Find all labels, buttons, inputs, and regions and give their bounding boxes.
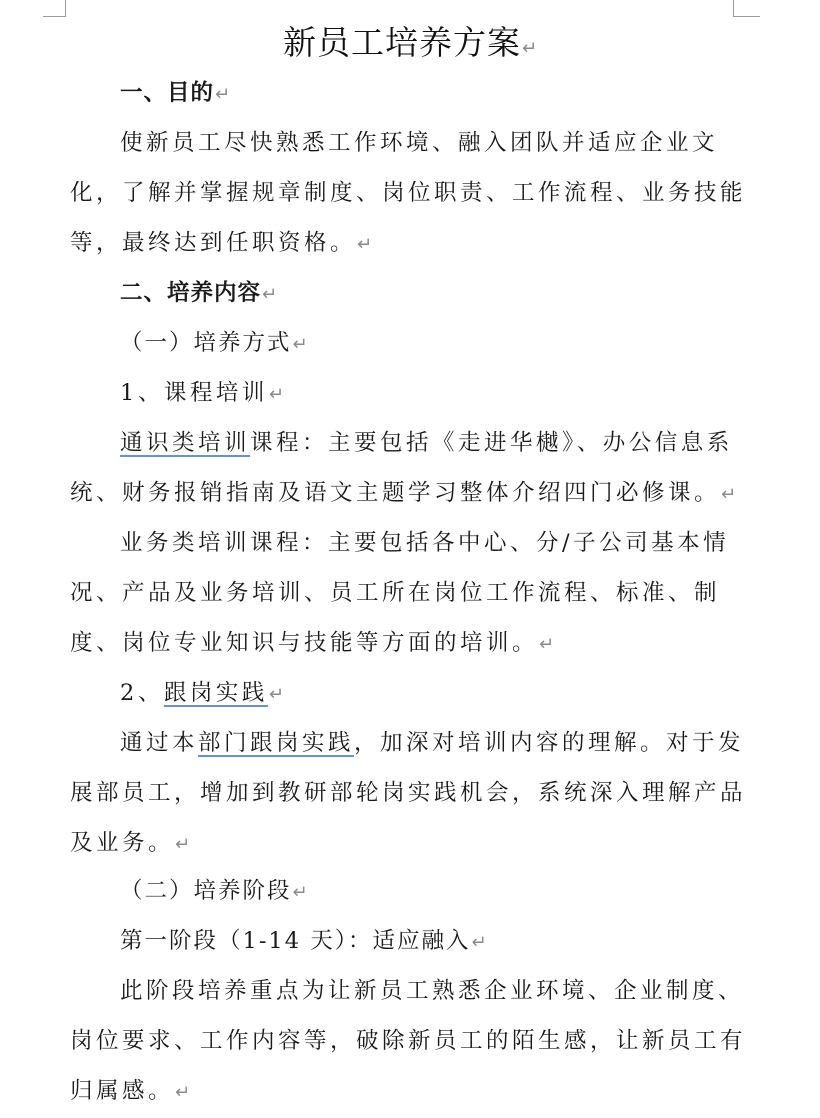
business-training-paragraph: 业务类培训课程：主要包括各中心、分/子公司基本情况、产品及业务培训、员工所在岗位工作流程、标准、制度、岗位专业知识与技能等方面的培训。↵ [70, 530, 730, 656]
paragraph-mark-icon: ↵ [175, 1082, 191, 1103]
practice-paragraph: 通过本部门跟岗实践，加深对培训内容的理解。对于发展部员工，增加到教研部轮岗实践机会，系统深入理解产品及业务。↵ [70, 730, 747, 856]
item2-heading: 2、跟岗实践↵ [120, 680, 284, 706]
stage1-heading: 第一阶段（1-14 天）：适应融入↵ [120, 928, 487, 954]
section1-paragraph: 使新员工尽快熟悉工作环境、融入团队并适应企业文化，了解并掌握规章制度、岗位职责、工作流程、业务技能等，最终达到任职资格。↵ [70, 130, 747, 256]
subsection1-heading: （一）培养方式↵ [120, 330, 308, 356]
paragraph-mark-icon: ↵ [268, 384, 284, 405]
document-title: 新员工培养方案↵ [282, 23, 538, 62]
stage1-paragraph: 此阶段培养重点为让新员工熟悉企业环境、企业制度、岗位要求、工作内容等，破除新员工的陌生感，让新员工有归属感。↵ [70, 978, 747, 1104]
paragraph-mark-icon: ↵ [292, 882, 308, 903]
general-training-paragraph: 通识类培训课程：主要包括《走进华樾》、办公信息系统、财务报销指南及语文主题学习整体介绍四门必修课。↵ [70, 430, 737, 506]
paragraph-mark-icon: ↵ [292, 334, 308, 355]
paragraph-mark-icon: ↵ [721, 484, 737, 505]
paragraph-mark-icon: ↵ [539, 634, 555, 655]
subsection2-heading: （二）培养阶段↵ [120, 878, 308, 904]
general-training-link[interactable]: 通识类培训 [120, 430, 251, 456]
paragraph-mark-icon: ↵ [471, 932, 487, 953]
department-shadowing-link[interactable]: 部门跟岗实践 [198, 730, 355, 756]
job-shadowing-link[interactable]: 跟岗实践 [163, 680, 268, 706]
paragraph-mark-icon: ↵ [357, 234, 373, 255]
paragraph-mark-icon: ↵ [215, 84, 231, 105]
section2-heading: 二、培养内容↵ [120, 280, 278, 306]
crop-mark-top-right [733, 0, 760, 17]
section1-heading: 一、目的↵ [120, 80, 231, 106]
paragraph-mark-icon: ↵ [521, 38, 538, 59]
paragraph-mark-icon: ↵ [175, 834, 191, 855]
paragraph-mark-icon: ↵ [268, 684, 284, 705]
paragraph-mark-icon: ↵ [262, 284, 278, 305]
crop-mark-top-left [43, 0, 66, 17]
item1-heading: 1、课程培训↵ [120, 380, 284, 406]
